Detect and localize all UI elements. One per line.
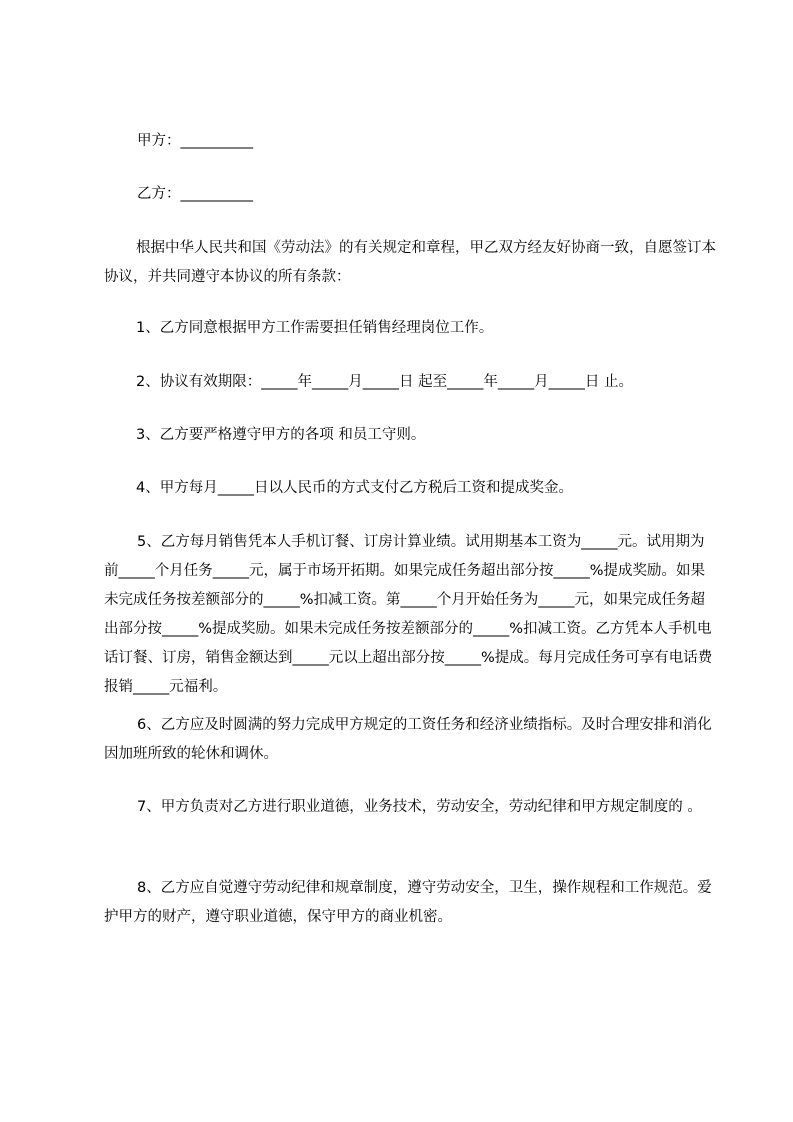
clause-8: 8、乙方应自觉遵守劳动纪律和规章制度，遵守劳动安全，卫生，操作规程和工作规范。爱护甲方的财产，遵守职业道德，保守甲方的商业机密。 bbox=[104, 880, 712, 925]
party-a-line: 甲方：__________ bbox=[137, 133, 253, 149]
clause-3: 3、乙方要严格遵守甲方的各项 和员工守则。 bbox=[136, 427, 426, 443]
intro-paragraph: 根据中华人民共和国《劳动法》的有关规定和章程，甲乙双方经友好协商一致，自愿签订本协议，并共同遵守本协议的所有条款： bbox=[104, 240, 716, 285]
clause-5: 5、乙方每月销售凭本人手机订餐、订房计算业绩。试用期基本工资为_____元。试用期为前_____个月任务_____元，属于市场开拓期。如果完成任务超出部分按_____%提成奖励。如果未完成任务按差额部分的_____%扣减工资。第_____个月开始任务为_____元，如果完成任务超出部分按_____%提成奖励。如果未完成任务按差额部分的_____%扣减工资。乙方凭本人手机电话订餐、订房，销售金额达到_____元以上超出部分按_____%提成。每月完成任务可享有电话费报销_____元福利。 bbox=[104, 534, 713, 695]
clause-6: 6、乙方应及时圆满的努力完成甲方规定的工资任务和经济业绩指标。及时合理安排和消化因加班所致的轮休和调休。 bbox=[104, 717, 712, 762]
party-b-line: 乙方：__________ bbox=[137, 186, 253, 202]
clause-1: 1、乙方同意根据甲方工作需要担任销售经理岗位工作。 bbox=[136, 320, 494, 336]
clause-2: 2、协议有效期限：_____年_____月_____日 起至_____年_____月_____日 止。 bbox=[136, 374, 633, 390]
clause-7: 7、甲方负责对乙方进行职业道德，业务技术，劳动安全，劳动纪律和甲方规定制度的 。 bbox=[137, 799, 702, 815]
clause-4: 4、甲方每月_____日以人民币的方式支付乙方税后工资和提成奖金。 bbox=[136, 480, 573, 496]
